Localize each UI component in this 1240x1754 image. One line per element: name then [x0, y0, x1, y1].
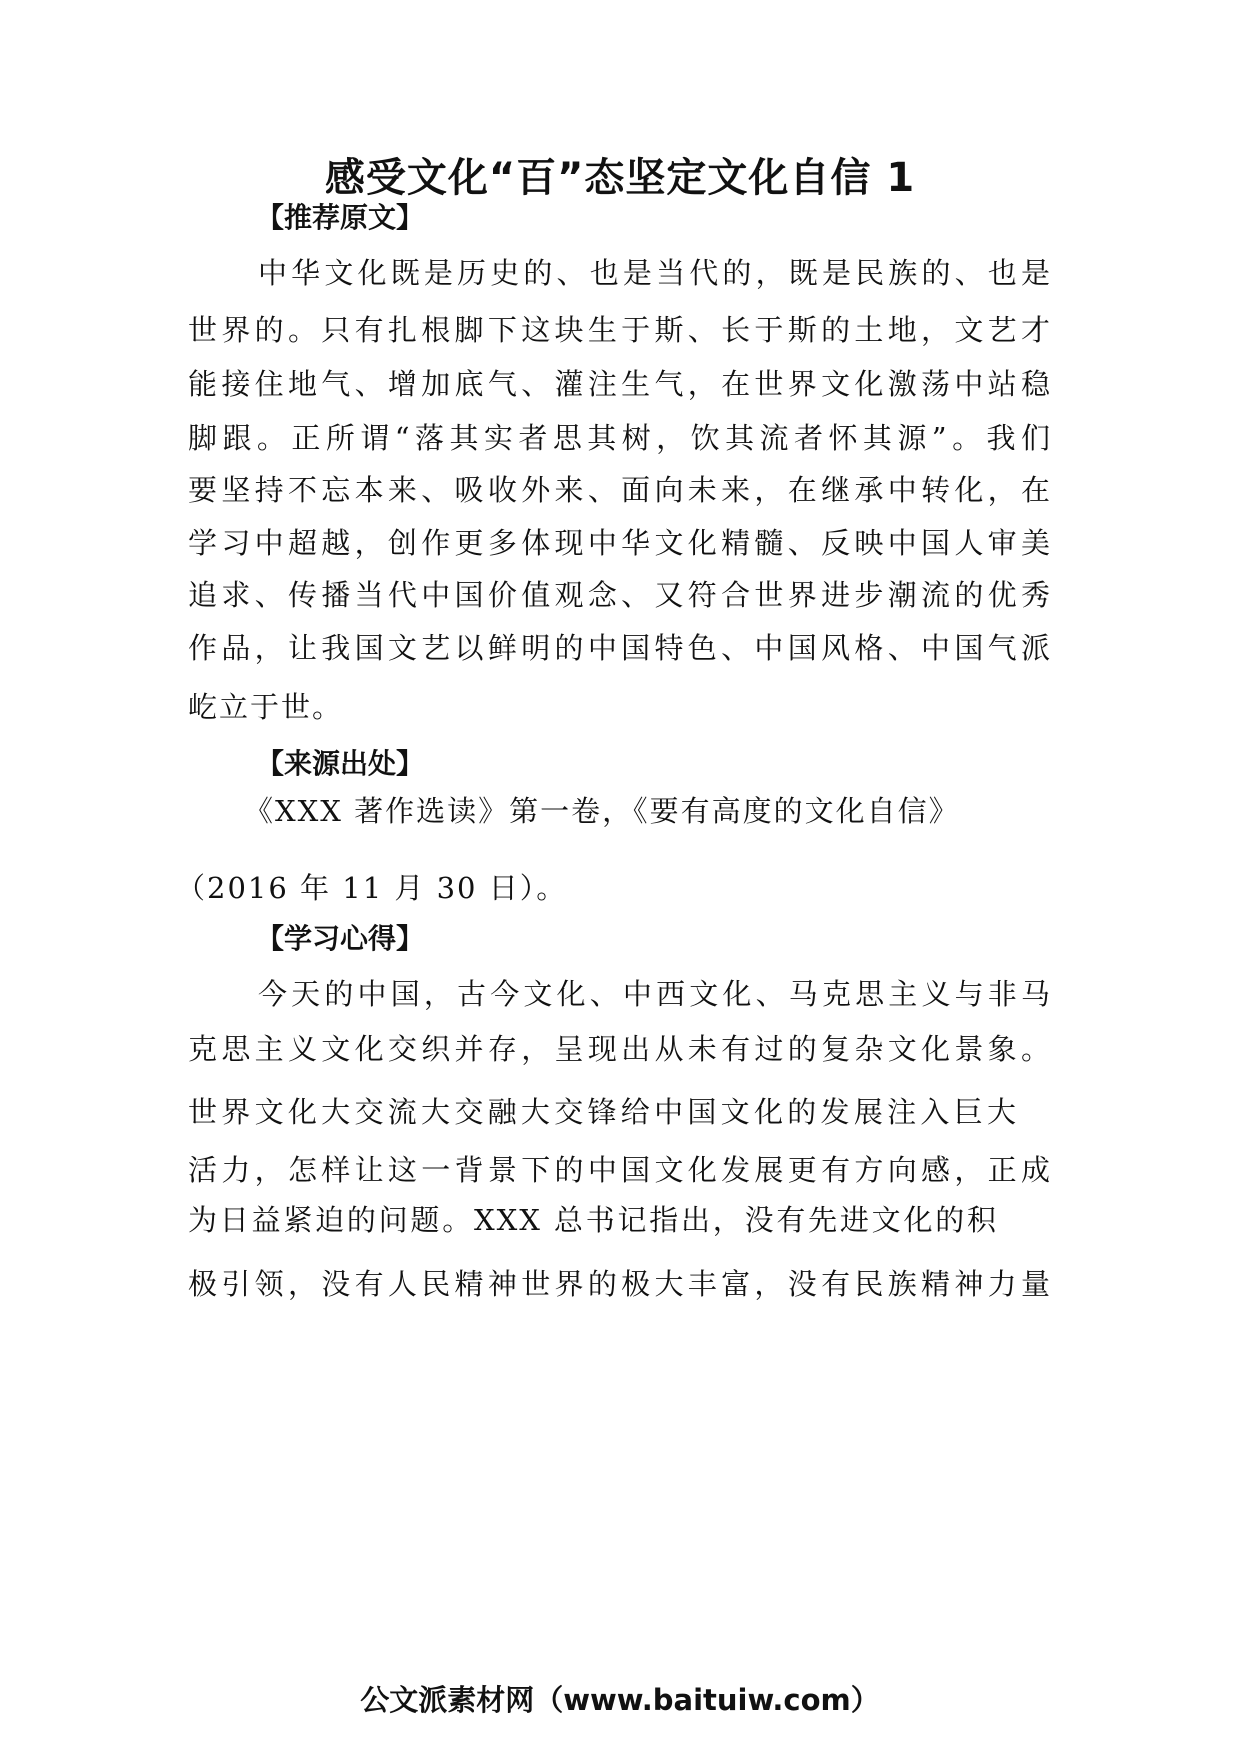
paragraph-line: 极引领，没有人民精神世界的极大丰富，没有民族精神力量 — [188, 1267, 1052, 1301]
paragraph-line: 中华文化既是历史的、也是当代的，既是民族的、也是 — [258, 256, 1052, 290]
paragraph-line: 克思主义文化交织并存，呈现出从未有过的复杂文化景象。 — [188, 1032, 1052, 1066]
paragraph-line: 今天的中国，古今文化、中西文化、马克思主义与非马 — [258, 977, 1052, 1011]
paragraph-line: 为日益紧迫的问题。XXX 总书记指出，没有先进文化的积 — [188, 1203, 998, 1237]
section-heading-original: 【推荐原文】 — [256, 201, 425, 234]
paragraph-line: 活力，怎样让这一背景下的中国文化发展更有方向感，正成 — [188, 1153, 1052, 1187]
paragraph-line: 屹立于世。 — [188, 690, 344, 724]
source-date: （2016 年 11 月 30 日）。 — [176, 871, 568, 905]
source-citation: 《XXX 著作选读》第一卷，《要有高度的文化自信》 — [244, 794, 960, 828]
section-heading-source: 【来源出处】 — [256, 747, 425, 780]
paragraph-line: 学习中超越，创作更多体现中华文化精髓、反映中国人审美 — [188, 526, 1052, 560]
paragraph-line: 追求、传播当代中国价值观念、又符合世界进步潮流的优秀 — [188, 578, 1052, 612]
section-heading-reflection: 【学习心得】 — [256, 922, 425, 955]
paragraph-line: 世界文化大交流大交融大交锋给中国文化的发展注入巨大 — [188, 1095, 1018, 1129]
page-footer: 公文派素材网（www.baituiw.com） — [360, 1683, 880, 1717]
paragraph-line: 作品，让我国文艺以鲜明的中国特色、中国风格、中国气派 — [188, 631, 1052, 665]
paragraph-line: 脚跟。正所谓“落其实者思其树，饮其流者怀其源”。我们 — [188, 421, 1052, 455]
paragraph-line: 要坚持不忘本来、吸收外来、面向未来，在继承中转化，在 — [188, 473, 1052, 507]
paragraph-line: 能接住地气、增加底气、灌注生气，在世界文化激荡中站稳 — [188, 367, 1052, 401]
paragraph-line: 世界的。只有扎根脚下这块生于斯、长于斯的土地，文艺才 — [188, 313, 1052, 347]
document-title: 感受文化“百”态坚定文化自信 1 — [324, 155, 916, 201]
